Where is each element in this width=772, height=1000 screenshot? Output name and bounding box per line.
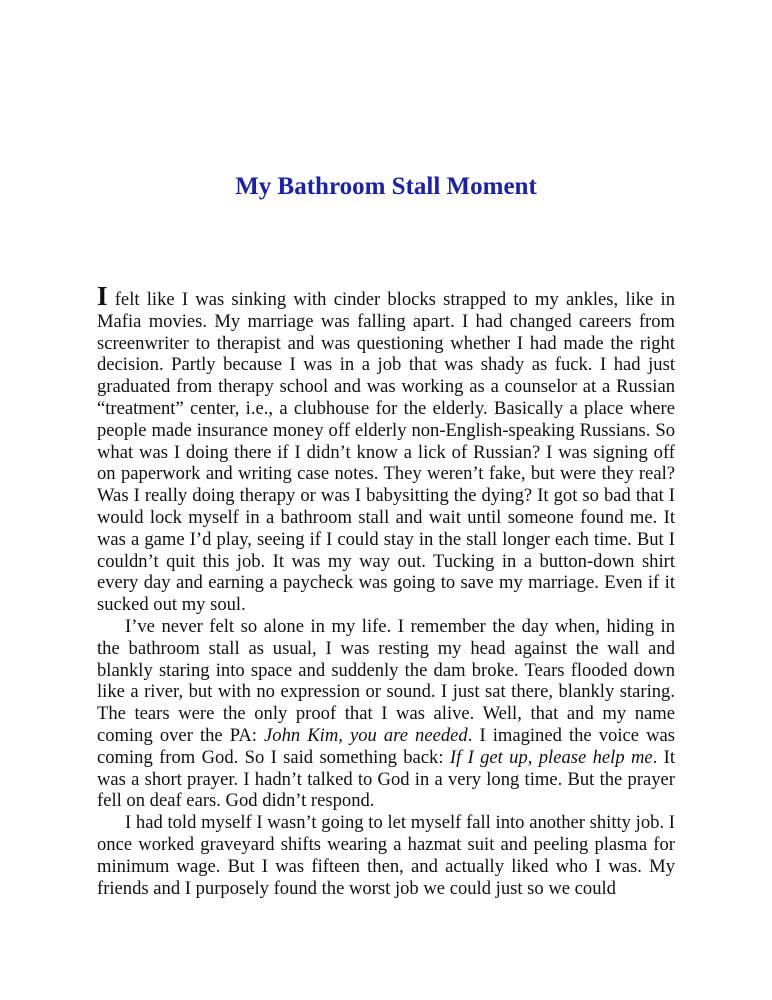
paragraph-1 [97,281,675,616]
paragraph-2 [97,616,675,812]
paragraph-3 [97,812,675,899]
paragraph-2-text-a: I’ve never felt so alone in my life. I remember the day when, hiding in the bathroom stall as usual, I was resting my head against the wall and blankly staring into space and suddenly the dam broke. Tears flooded down like a river, but with no expression or sound. I just sat there, blankly staring. The tears were the only proof that I was alive. Well, that and my name coming over the PA: [97,615,675,746]
paragraph-2-italic-b: If I get up, please help me [449,746,653,768]
paragraph-2-text-c: . It was a short prayer. I hadn’t talked to God in a very long time. But the prayer fell on deaf ears. God didn’t respond. [97,746,676,812]
paragraph-2-italic-a: John Kim, you are needed [264,724,468,746]
chapter-body [97,281,676,899]
drop-cap: I [97,281,108,311]
paragraph-1-text: felt like I was sinking with cinder blocks strapped to my ankles, like in Mafia movies. My marriage was falling apart. I had changed careers from screenwriter to therapist and was questioning whether I had made the right decision. Partly because I was in a job that was shady as fuck. I had just graduated from therapy school and was working as a counselor at a Russian “treatment” center, i.e., a clubhouse for the elderly. Basically a place where people made insurance money off elderly non-English-speaking Russians. So what was I doing there if I didn’t know a lick of Russian? I was signing off on paperwork and writing case notes. They weren’t fake, but were they real? Was I really doing therapy or was I babysitting the dying? It got so bad that I would lock myself in a bathroom stall and wait until someone found me. It was a game I’d play, seeing if I could stay in the stall longer each time. But I couldn’t quit this job. It was my way out. Tucking in a button-down shirt every day and earning a paycheck was going to save my marriage. Even if it sucked out my soul. [97,289,675,616]
paragraph-3-text: I had told myself I wasn’t going to let myself fall into another shitty job. I once worked graveyard shifts wearing a hazmat suit and peeling plasma for minimum wage. But I was fifteen then, and actually liked who I was. My friends and I purposely found the worst job we could just so we could [97,812,675,899]
chapter-title: My Bathroom Stall Moment [235,173,537,200]
paragraph-2-text-b: . I imagined the voice was coming from God. So I said something back: [97,724,675,768]
